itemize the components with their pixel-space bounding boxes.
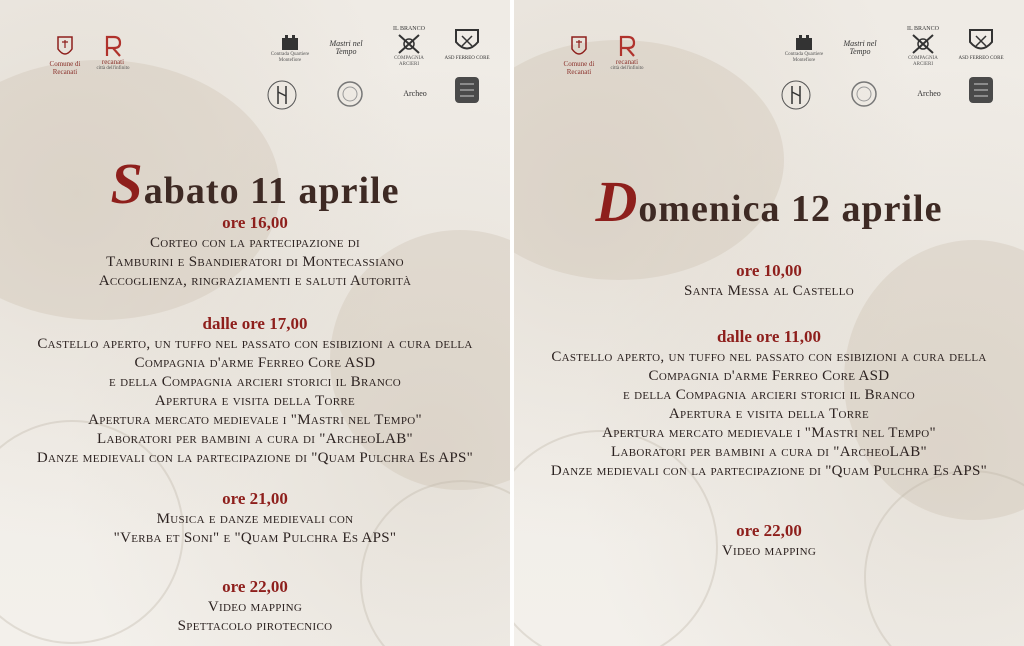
event-line: Apertura mercato medievale i "Mastri nel Tempo" <box>88 412 422 428</box>
comune-label: Comune di Recanati <box>49 60 81 76</box>
event-line: Danze medievali con la partecipazione di "Quam Pulchra Es APS" <box>550 463 988 479</box>
event-time: ore 22,00 <box>222 577 288 596</box>
title-initial: D <box>595 169 639 234</box>
recanati-logo <box>88 34 138 72</box>
shield-icon <box>966 26 996 56</box>
crossed-arrows-icon <box>396 32 422 56</box>
title-saturday <box>0 150 510 217</box>
ferreo-label: ASD FERREO CORE <box>444 56 490 61</box>
quartiere-label: Contrada Quartiere Montefiore <box>784 52 824 63</box>
event-line: Apertura e visita della Torre <box>154 393 356 409</box>
event-line: Corteo con la partecipazione di <box>149 235 360 251</box>
event-line: "Verba et Soni" e "Quam Pulchra Es APS" <box>113 530 397 546</box>
event-time: ore 10,00 <box>736 261 802 280</box>
mastri-label: Mastri nel Tempo <box>843 39 877 56</box>
event-time: ore 22,00 <box>736 521 802 540</box>
recanati-sub-label: città dell'infinito <box>610 66 644 71</box>
recanati-logo <box>602 34 652 72</box>
verba-logo <box>844 80 884 108</box>
title-sunday <box>514 168 1024 235</box>
castle-icon <box>279 30 301 52</box>
dance-logo <box>262 78 302 112</box>
event-line: Apertura mercato medievale i "Mastri nel Tempo" <box>602 425 936 441</box>
event-line: Castello aperto, un tuffo nel passato con esibizioni a cura della <box>37 336 473 352</box>
mastri-label: Mastri nel Tempo <box>329 39 363 56</box>
branco-label: IL BRANCO <box>393 26 425 32</box>
event-line: Apertura e visita della Torre <box>668 406 870 422</box>
recanati-label: recanati <box>101 58 125 66</box>
event-block <box>514 520 1024 561</box>
comune-logo <box>40 34 90 76</box>
archeo-logo <box>390 90 440 98</box>
event-line: Accoglienza, ringraziamenti e saluti Autorità <box>98 273 412 289</box>
quartiere-label: Contrada Quartiere Montefiore <box>270 52 310 63</box>
event-block <box>0 313 510 468</box>
dance-logo <box>776 78 816 112</box>
ferreo-label: ASD FERREO CORE <box>958 56 1004 61</box>
event-block <box>514 326 1024 481</box>
quartiere-logo <box>779 30 829 64</box>
event-block <box>0 576 510 636</box>
event-block <box>0 488 510 548</box>
archeo-label: Archeo <box>403 89 427 98</box>
emblem-icon <box>966 74 996 106</box>
archeo-label: Archeo <box>917 89 941 98</box>
event-time: ore 16,00 <box>222 213 288 232</box>
event-line: Danze medievali con la partecipazione di "Quam Pulchra Es APS" <box>36 450 474 466</box>
title-rest: omenica 12 aprile <box>638 188 943 230</box>
event-line: Tamburini e Sbandieratori di Montecassiano <box>106 254 404 270</box>
sponsor-logos <box>40 26 496 116</box>
poster-saturday <box>0 0 510 646</box>
sponsor-logos <box>554 26 1010 116</box>
branco-sub-label: COMPAGNIA ARCIERI <box>394 56 424 67</box>
ferreo-logo <box>956 26 1006 62</box>
title-initial: S <box>110 151 144 216</box>
event-line: Spettacolo pirotecnico <box>177 618 333 634</box>
comune-logo <box>554 34 604 76</box>
event-line: Castello aperto, un tuffo nel passato con esibizioni a cura della <box>551 349 987 365</box>
dancers-icon <box>267 78 297 112</box>
ferreo-logo <box>442 26 492 62</box>
crest-icon <box>569 34 589 60</box>
event-line: Video mapping <box>721 543 817 559</box>
event-time: dalle ore 11,00 <box>716 327 822 346</box>
recanati-sub-label: città dell'infinito <box>96 66 130 71</box>
crest-icon <box>55 34 75 60</box>
branco-logo <box>899 26 947 68</box>
dancers-icon <box>781 78 811 112</box>
event-line: Laboratori per bambini a cura di "ArcheoLAB" <box>611 444 927 460</box>
event-time: ore 21,00 <box>222 489 288 508</box>
verba-logo <box>330 80 370 108</box>
event-line: Video mapping <box>207 599 303 615</box>
branco-logo <box>385 26 433 68</box>
comune-label: Comune di Recanati <box>563 60 595 76</box>
recanati-r-icon <box>616 34 638 58</box>
emblem-logo <box>445 74 489 106</box>
event-time: dalle ore 17,00 <box>202 314 308 333</box>
event-line: Santa Messa al Castello <box>684 283 854 299</box>
event-block <box>514 260 1024 301</box>
branco-sub-label: COMPAGNIA ARCIERI <box>908 56 938 67</box>
seal-icon <box>336 80 364 108</box>
event-line: Compagnia d'arme Ferreo Core ASD <box>648 368 890 384</box>
event-line: Compagnia d'arme Ferreo Core ASD <box>134 355 376 371</box>
event-line: Musica e danze medievali con <box>156 511 354 527</box>
shield-icon <box>452 26 482 56</box>
branco-label: IL BRANCO <box>907 26 939 32</box>
crossed-arrows-icon <box>910 32 936 56</box>
event-line: Laboratori per bambini a cura di "ArcheoLAB" <box>97 431 413 447</box>
event-line: e della Compagnia arcieri storici il Branco <box>109 374 401 390</box>
event-line: e della Compagnia arcieri storici il Branco <box>623 387 915 403</box>
mastri-logo <box>318 40 374 56</box>
emblem-icon <box>452 74 482 106</box>
castle-icon <box>793 30 815 52</box>
recanati-r-icon <box>102 34 124 58</box>
title-rest: abato 11 aprile <box>143 170 400 212</box>
emblem-logo <box>959 74 1003 106</box>
mastri-logo <box>832 40 888 56</box>
poster-sunday <box>514 0 1024 646</box>
seal-icon <box>850 80 878 108</box>
archeo-logo <box>904 90 954 98</box>
recanati-label: recanati <box>615 58 639 66</box>
event-block <box>0 212 510 291</box>
quartiere-logo <box>265 30 315 64</box>
